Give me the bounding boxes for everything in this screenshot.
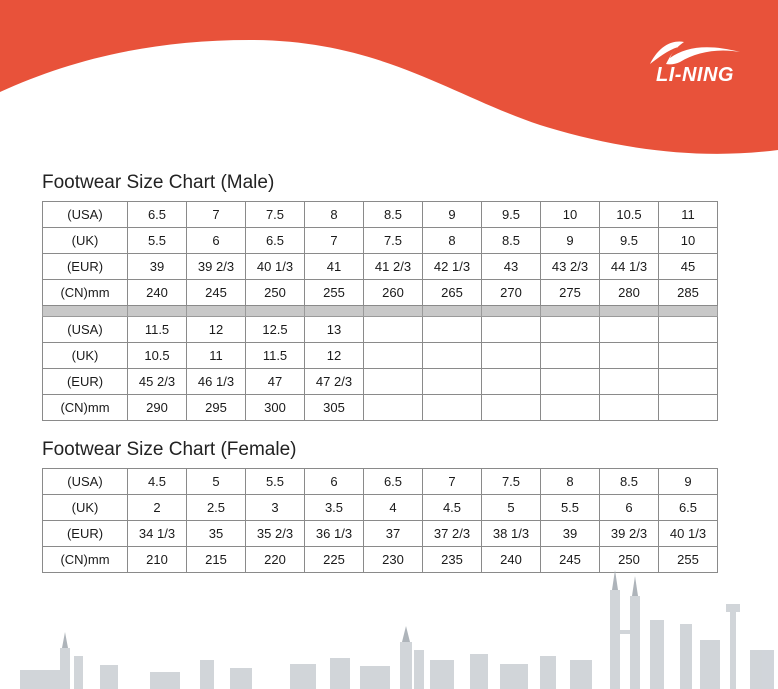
size-cell: 39 — [541, 521, 600, 547]
size-cell — [659, 317, 718, 343]
size-cell: 230 — [364, 547, 423, 573]
size-cell: 12 — [187, 317, 246, 343]
size-cell: 210 — [128, 547, 187, 573]
table-row — [43, 254, 718, 280]
size-cell — [364, 343, 423, 369]
size-cell — [364, 369, 423, 395]
row-label: (USA) — [43, 202, 128, 228]
size-cell: 36 1/3 — [305, 521, 364, 547]
divider-cell — [364, 306, 423, 317]
size-cell: 43 2/3 — [541, 254, 600, 280]
size-cell: 39 2/3 — [187, 254, 246, 280]
size-cell: 9 — [423, 202, 482, 228]
size-cell: 41 2/3 — [364, 254, 423, 280]
size-cell: 275 — [541, 280, 600, 306]
divider-cell — [482, 306, 541, 317]
size-cell — [364, 395, 423, 421]
table-row — [43, 317, 718, 343]
size-cell: 43 — [482, 254, 541, 280]
size-cell: 45 — [659, 254, 718, 280]
divider-cell — [43, 306, 128, 317]
size-cell: 245 — [187, 280, 246, 306]
table-row — [43, 469, 718, 495]
size-cell: 46 1/3 — [187, 369, 246, 395]
size-cell: 44 1/3 — [600, 254, 659, 280]
size-cell — [482, 317, 541, 343]
size-cell — [423, 343, 482, 369]
divider-cell — [659, 306, 718, 317]
table-row — [43, 228, 718, 254]
size-cell — [482, 395, 541, 421]
size-cell: 39 2/3 — [600, 521, 659, 547]
size-cell: 10 — [659, 228, 718, 254]
female-chart-title: Footwear Size Chart (Female) — [42, 439, 297, 460]
row-label: (EUR) — [43, 254, 128, 280]
size-cell: 37 2/3 — [423, 521, 482, 547]
size-cell: 255 — [659, 547, 718, 573]
size-cell — [600, 395, 659, 421]
size-cell — [541, 369, 600, 395]
size-cell: 270 — [482, 280, 541, 306]
size-cell: 2.5 — [187, 495, 246, 521]
size-cell: 7.5 — [482, 469, 541, 495]
size-cell: 9.5 — [600, 228, 659, 254]
size-cell: 6 — [600, 495, 659, 521]
size-cell: 9 — [541, 228, 600, 254]
size-cell: 295 — [187, 395, 246, 421]
row-label: (CN)mm — [43, 547, 128, 573]
size-cell: 40 1/3 — [246, 254, 305, 280]
size-cell: 225 — [305, 547, 364, 573]
size-cell — [541, 317, 600, 343]
size-cell: 39 — [128, 254, 187, 280]
size-cell: 13 — [305, 317, 364, 343]
size-cell: 9.5 — [482, 202, 541, 228]
size-cell: 260 — [364, 280, 423, 306]
size-cell: 5.5 — [246, 469, 305, 495]
size-cell: 285 — [659, 280, 718, 306]
size-cell: 280 — [600, 280, 659, 306]
logo-text: LI-NING — [656, 64, 734, 86]
size-cell: 255 — [305, 280, 364, 306]
row-label: (UK) — [43, 495, 128, 521]
size-cell — [482, 343, 541, 369]
size-cell: 35 2/3 — [246, 521, 305, 547]
male-size-table — [42, 201, 718, 421]
size-cell: 4.5 — [128, 469, 187, 495]
size-cell: 5 — [187, 469, 246, 495]
size-cell: 47 2/3 — [305, 369, 364, 395]
size-cell: 38 1/3 — [482, 521, 541, 547]
row-label: (USA) — [43, 317, 128, 343]
li-ning-logo — [640, 38, 750, 90]
divider-cell — [600, 306, 659, 317]
size-cell: 2 — [128, 495, 187, 521]
row-label: (USA) — [43, 469, 128, 495]
size-cell: 6.5 — [246, 228, 305, 254]
size-cell: 3 — [246, 495, 305, 521]
size-cell: 220 — [246, 547, 305, 573]
row-label: (CN)mm — [43, 395, 128, 421]
size-cell: 250 — [246, 280, 305, 306]
size-cell — [600, 369, 659, 395]
size-cell: 12.5 — [246, 317, 305, 343]
table-row — [43, 280, 718, 306]
size-cell: 11.5 — [128, 317, 187, 343]
size-cell: 300 — [246, 395, 305, 421]
size-cell: 40 1/3 — [659, 521, 718, 547]
table-row — [43, 202, 718, 228]
divider-cell — [187, 306, 246, 317]
row-label: (UK) — [43, 228, 128, 254]
table-row — [43, 369, 718, 395]
size-cell: 7 — [305, 228, 364, 254]
row-label: (EUR) — [43, 521, 128, 547]
table-row — [43, 395, 718, 421]
divider-cell — [128, 306, 187, 317]
size-cell: 6 — [305, 469, 364, 495]
size-cell: 34 1/3 — [128, 521, 187, 547]
table-divider — [43, 306, 718, 317]
size-cell — [600, 317, 659, 343]
divider-cell — [305, 306, 364, 317]
table-row — [43, 521, 718, 547]
female-size-table — [42, 468, 718, 573]
size-cell: 10 — [541, 202, 600, 228]
size-cell: 8 — [305, 202, 364, 228]
size-cell: 11 — [187, 343, 246, 369]
size-cell: 8.5 — [482, 228, 541, 254]
size-cell: 235 — [423, 547, 482, 573]
size-cell — [482, 369, 541, 395]
size-cell: 37 — [364, 521, 423, 547]
row-label: (CN)mm — [43, 280, 128, 306]
size-cell: 305 — [305, 395, 364, 421]
size-cell: 4 — [364, 495, 423, 521]
size-cell: 47 — [246, 369, 305, 395]
size-cell: 10.5 — [128, 343, 187, 369]
size-cell: 7.5 — [364, 228, 423, 254]
size-cell: 11 — [659, 202, 718, 228]
table-row — [43, 495, 718, 521]
divider-cell — [541, 306, 600, 317]
size-cell — [659, 395, 718, 421]
male-chart-title: Footwear Size Chart (Male) — [42, 172, 275, 193]
table-row — [43, 343, 718, 369]
size-cell: 11.5 — [246, 343, 305, 369]
size-cell: 12 — [305, 343, 364, 369]
row-label: (UK) — [43, 343, 128, 369]
size-cell — [600, 343, 659, 369]
city-skyline-image — [0, 560, 778, 689]
size-cell — [541, 395, 600, 421]
size-cell: 5.5 — [128, 228, 187, 254]
size-cell — [364, 317, 423, 343]
size-cell — [659, 343, 718, 369]
size-cell: 45 2/3 — [128, 369, 187, 395]
size-cell: 215 — [187, 547, 246, 573]
size-cell: 9 — [659, 469, 718, 495]
size-cell: 7.5 — [246, 202, 305, 228]
size-cell: 8 — [423, 228, 482, 254]
size-cell: 8 — [541, 469, 600, 495]
size-cell: 6 — [187, 228, 246, 254]
size-cell: 250 — [600, 547, 659, 573]
size-cell: 6.5 — [128, 202, 187, 228]
size-cell: 5 — [482, 495, 541, 521]
size-cell: 245 — [541, 547, 600, 573]
size-cell: 4.5 — [423, 495, 482, 521]
size-cell — [423, 395, 482, 421]
size-cell: 41 — [305, 254, 364, 280]
size-cell: 35 — [187, 521, 246, 547]
size-cell: 265 — [423, 280, 482, 306]
size-cell — [541, 343, 600, 369]
size-cell — [423, 369, 482, 395]
divider-cell — [423, 306, 482, 317]
size-cell: 10.5 — [600, 202, 659, 228]
size-cell: 7 — [423, 469, 482, 495]
size-cell: 290 — [128, 395, 187, 421]
size-cell: 42 1/3 — [423, 254, 482, 280]
size-cell: 6.5 — [364, 469, 423, 495]
size-cell: 240 — [128, 280, 187, 306]
size-cell: 3.5 — [305, 495, 364, 521]
size-cell: 7 — [187, 202, 246, 228]
size-cell: 5.5 — [541, 495, 600, 521]
size-cell: 8.5 — [600, 469, 659, 495]
size-cell — [659, 369, 718, 395]
row-label: (EUR) — [43, 369, 128, 395]
size-cell — [423, 317, 482, 343]
divider-cell — [246, 306, 305, 317]
size-cell: 6.5 — [659, 495, 718, 521]
size-cell: 8.5 — [364, 202, 423, 228]
size-cell: 240 — [482, 547, 541, 573]
